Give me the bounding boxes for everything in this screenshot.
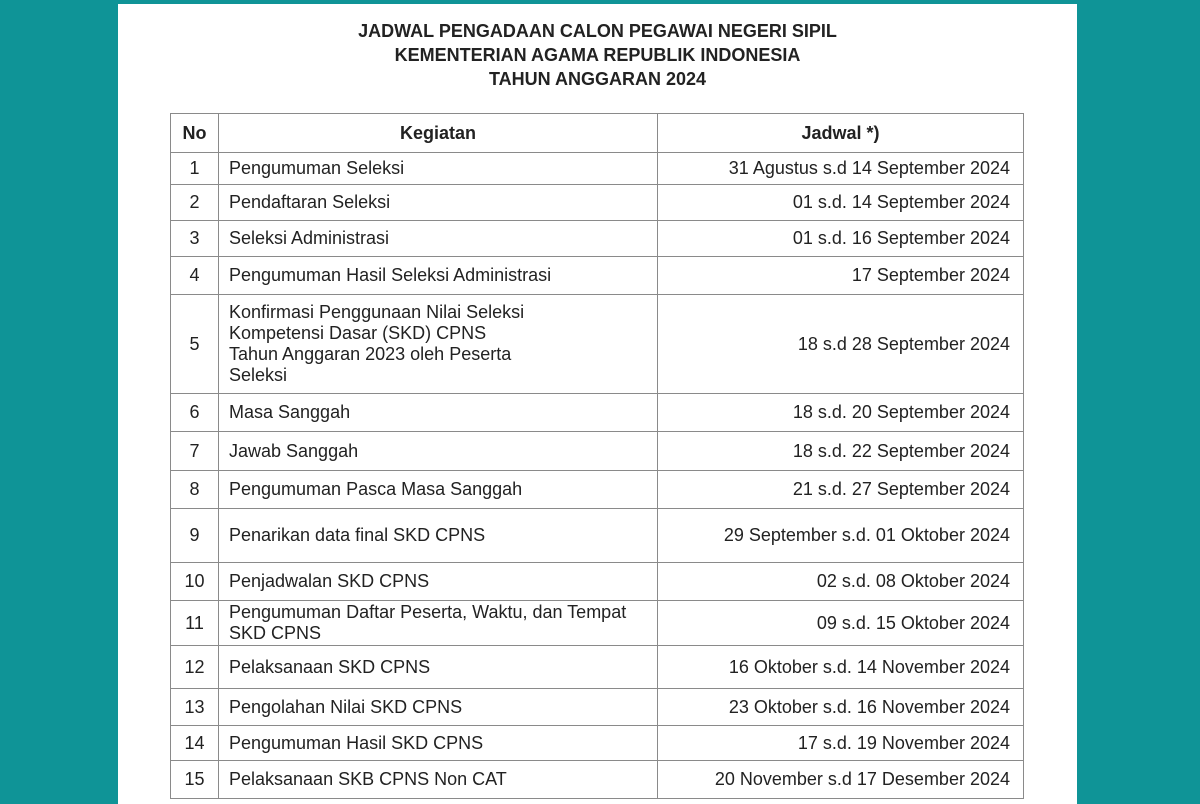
row-number: 7 [171,432,219,471]
kegiatan-line: Pengumuman Seleksi [229,158,405,178]
kegiatan-line: Penarikan data final SKD CPNS [229,525,486,545]
row-jadwal: 02 s.d. 08 Oktober 2024 [658,563,1024,601]
kegiatan-line: Masa Sanggah [229,402,351,422]
column-header-kegiatan: Kegiatan [219,114,658,153]
row-number: 11 [171,601,219,646]
table-row [171,563,1024,601]
row-number: 6 [171,394,219,432]
row-kegiatan [219,726,658,761]
row-number: 2 [171,185,219,221]
table-header-row [171,114,1024,153]
row-jadwal: 18 s.d. 20 September 2024 [658,394,1024,432]
row-kegiatan [219,471,658,509]
table-row [171,221,1024,257]
table-row [171,257,1024,295]
row-kegiatan [219,257,658,295]
schedule-table [170,113,1024,799]
kegiatan-line: Seleksi [229,365,288,385]
row-jadwal: 21 s.d. 27 September 2024 [658,471,1024,509]
kegiatan-line: Seleksi Administrasi [229,228,390,248]
kegiatan-line: Kompetensi Dasar (SKD) CPNS [229,323,487,343]
row-kegiatan [219,509,658,563]
column-header-jadwal: Jadwal *) [658,114,1024,153]
row-number: 10 [171,563,219,601]
kegiatan-line: SKD CPNS [229,623,322,643]
row-kegiatan [219,646,658,689]
title-line-2: KEMENTERIAN AGAMA REPUBLIK INDONESIA [394,45,801,65]
row-kegiatan [219,432,658,471]
row-jadwal: 20 November s.d 17 Desember 2024 [658,761,1024,799]
table-row [171,689,1024,726]
kegiatan-line: Jawab Sanggah [229,440,359,461]
row-jadwal: 17 s.d. 19 November 2024 [658,726,1024,761]
row-jadwal: 18 s.d. 22 September 2024 [658,432,1024,471]
row-kegiatan [219,394,658,432]
row-number: 15 [171,761,219,799]
row-kegiatan [219,761,658,799]
kegiatan-line: Pendaftaran Seleksi [229,192,391,212]
kegiatan-line: Pengumuman Pasca Masa Sanggah [229,479,523,499]
row-jadwal: 16 Oktober s.d. 14 November 2024 [658,646,1024,689]
row-jadwal: 17 September 2024 [658,257,1024,295]
table-row [171,185,1024,221]
title-line-3: TAHUN ANGGARAN 2024 [488,69,707,89]
table-row [171,394,1024,432]
row-number: 1 [171,153,219,185]
kegiatan-line: Pengumuman Hasil Seleksi Administrasi [229,265,552,285]
kegiatan-line: Tahun Anggaran 2023 oleh Peserta [229,344,512,364]
row-jadwal: 29 September s.d. 01 Oktober 2024 [658,509,1024,563]
kegiatan-line: Pelaksanaan SKD CPNS [229,656,431,677]
table-row [171,509,1024,563]
kegiatan-line: Konfirmasi Penggunaan Nilai Seleksi [229,302,525,322]
table-row [171,601,1024,646]
row-jadwal: 31 Agustus s.d 14 September 2024 [658,153,1024,185]
table-row [171,646,1024,689]
row-jadwal: 09 s.d. 15 Oktober 2024 [658,601,1024,646]
row-number: 9 [171,509,219,563]
table-row [171,726,1024,761]
row-number: 12 [171,646,219,689]
table-row [171,432,1024,471]
row-kegiatan [219,153,658,185]
table-row [171,153,1024,185]
kegiatan-line: Pengumuman Hasil SKD CPNS [229,732,484,753]
row-jadwal: 18 s.d 28 September 2024 [658,295,1024,394]
row-number: 5 [171,295,219,394]
table-row [171,295,1024,394]
column-header-no: No [171,114,219,153]
row-kegiatan [219,185,658,221]
kegiatan-line: Penjadwalan SKD CPNS [229,571,430,591]
row-kegiatan [219,689,658,726]
row-jadwal: 01 s.d. 16 September 2024 [658,221,1024,257]
row-number: 13 [171,689,219,726]
row-number: 14 [171,726,219,761]
table-row [171,761,1024,799]
row-jadwal: 01 s.d. 14 September 2024 [658,185,1024,221]
row-number: 8 [171,471,219,509]
row-kegiatan [219,601,658,646]
row-number: 3 [171,221,219,257]
row-kegiatan [219,221,658,257]
row-kegiatan [219,563,658,601]
kegiatan-line: Pelaksanaan SKB CPNS Non CAT [229,769,507,789]
table-row [171,471,1024,509]
kegiatan-line: Pengumuman Daftar Peserta, Waktu, dan Tempat [229,602,627,622]
row-kegiatan [219,295,658,394]
kegiatan-line: Pengolahan Nilai SKD CPNS [229,696,463,717]
row-number: 4 [171,257,219,295]
document-page [118,4,1077,804]
row-jadwal: 23 Oktober s.d. 16 November 2024 [658,689,1024,726]
title-line-1: JADWAL PENGADAAN CALON PEGAWAI NEGERI SIPIL [358,21,837,41]
